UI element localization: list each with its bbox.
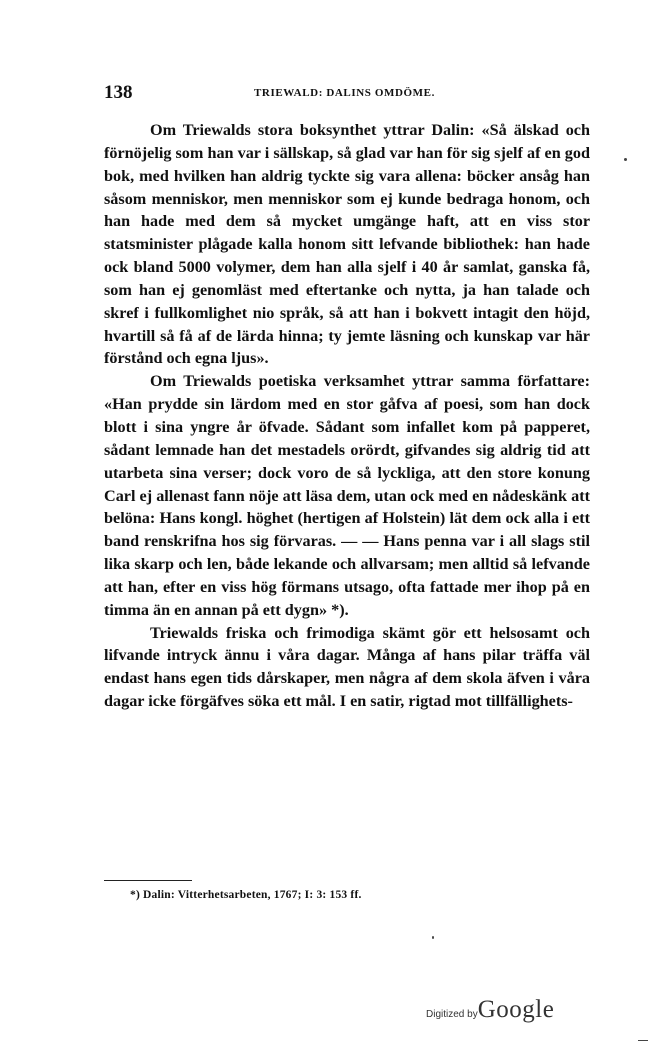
body-text [104, 119, 590, 713]
page-header [104, 82, 590, 106]
scan-speck [638, 1040, 648, 1041]
page-number: 138 [104, 82, 133, 103]
running-head: TRIEWALD: DALINS OMDÖME. [254, 87, 435, 99]
paragraph: Om Triewalds poetiska verksamhet yttrar samma författare: «Han prydde sin lärdom med en stor gåfva af poesi, som han dock blott i sina yngre år öfvade. Sådant som infallet kom på papperet, sådant lemnade han det mestadels orördt, gifvandes sig aldrig tid att utarbeta sina verser; dock voro de så lyckliga, att den store konung Carl ej allenast fann nöje att läsa dem, utan ock med en nådeskänk att belöna: Hans kongl. höghet (hertigen af Holstein) lät dem ock alla i ett band renskrifna hos sig förvaras. — — Hans penna var i all slags stil lika skarp och len, både lekande och allvarsam; men alltid så lefvande att han, efter en viss hög förmans utsago, ofta fattade mer ihop på en timma än en annan på ett dygn» *). [104, 372, 590, 619]
footnote: *) Dalin: Vitterhetsarbeten, 1767; I: 3: 153 ff. [130, 889, 362, 901]
footnote-rule [104, 880, 192, 881]
scan-speck [624, 158, 627, 161]
watermark-google-logo: Google [477, 996, 555, 1023]
digitized-watermark [426, 996, 554, 1026]
paragraph: Triewalds friska och frimodiga skämt gör ett helsosamt och lifvande intryck ännu i våra dagar. Många af hans pilar träffa väl endast hans egen tids dårskaper, men några af dem skola äfven i våra dagar icke förgäfves söka ett mål. I en satir, rigtad mot tillfällighets- [104, 623, 590, 711]
paragraph: Om Triewalds stora boksynthet yttrar Dalin: «Så älskad och förnöjelig som han var i sällskap, så glad var han för sig sjelf af en god bok, med hvilken han aldrig tyckte sig vara allena: böcker ansåg han såsom menniskor, men menniskor som ej kunde bedraga honom, och han hade med dem så mycket umgänge haft, att en viss stor statsminister plågade kalla honom sitt lefvande bibliothek: han hade ock bland 5000 volymer, dem han alla sjelf i 40 år samlat, ganska få, som han ej genomläst med eftertanke och nytta, ja han talade och skref i fullkomlighet nio språk, så att han i bokvett intagit den höjd, hvartill så få af de lärda hinna; ty jemte läsning och kunskap var här förstånd och egna ljus». [104, 121, 590, 368]
scan-speck [432, 936, 434, 939]
watermark-small-text: Digitized by [426, 1009, 478, 1020]
